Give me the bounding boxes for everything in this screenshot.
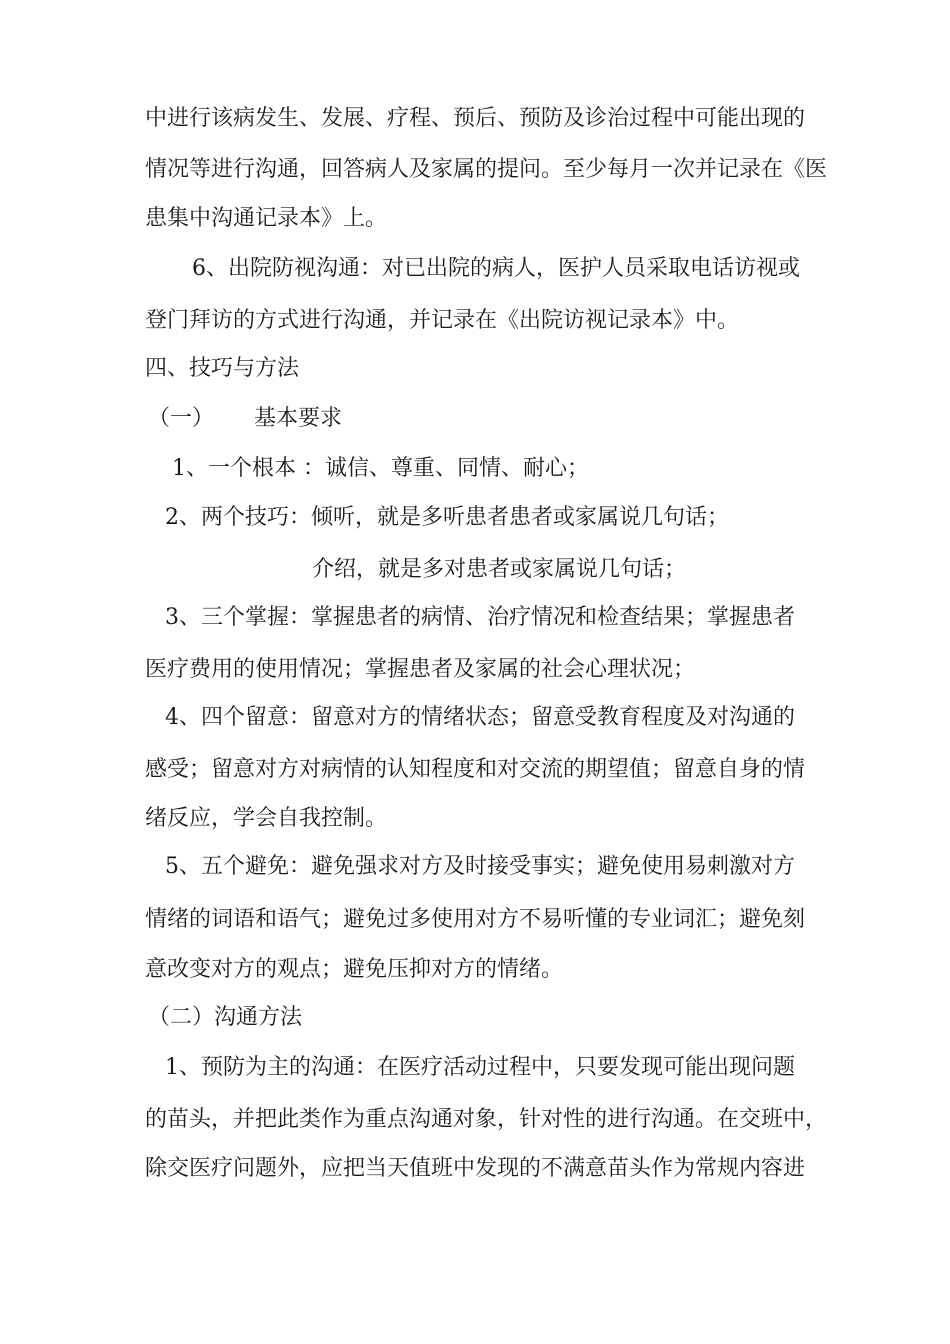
paragraph-line: 医疗费用的使用情况；掌握患者及家属的社会心理状况； bbox=[145, 657, 696, 682]
subsection-heading: （二）沟通方法 bbox=[148, 1005, 303, 1030]
paragraph-line: 中进行该病发生、发展、疗程、预后、预防及诊治过程中可能出现的 bbox=[145, 106, 806, 131]
list-item: 3、三个掌握：掌握患者的病情、治疗情况和检查结果；掌握患者 bbox=[165, 605, 795, 630]
list-item: 4、四个留意：留意对方的情绪状态；留意受教育程度及对沟通的 bbox=[165, 705, 795, 730]
paragraph-line: 绪反应，学会自我控制。 bbox=[145, 806, 388, 831]
paragraph-line: 意改变对方的观点；避免压抑对方的情绪。 bbox=[145, 957, 564, 982]
paragraph-line: 情况等进行沟通，回答病人及家属的提问。至少每月一次并记录在《医 bbox=[145, 157, 828, 182]
subsection-title: 基本要求 bbox=[254, 406, 343, 431]
subsection-heading bbox=[148, 404, 828, 434]
paragraph-line: 感受；留意对方对病情的认知程度和对交流的期望值；留意自身的情 bbox=[145, 757, 806, 782]
list-item: 2、两个技巧：倾听，就是多听患者患者或家属说几句话； bbox=[165, 505, 729, 530]
paragraph-line: 的苗头，并把此类作为重点沟通对象，针对性的进行沟通。在交班中， bbox=[145, 1107, 828, 1132]
list-item: 1、一个根本 ：诚信、尊重、同情、耐心； bbox=[172, 456, 589, 481]
paragraph-line: 登门拜访的方式进行沟通，并记录在《出院访视记录本》中。 bbox=[145, 308, 740, 333]
list-item-continuation: 介绍，就是多对患者或家属说几句话； bbox=[312, 557, 687, 582]
paragraph-line: 患集中沟通记录本》上。 bbox=[145, 206, 388, 231]
list-item: 1、预防为主的沟通：在医疗活动过程中，只要发现可能出现问题 bbox=[165, 1055, 795, 1080]
list-item: 5、五个避免：避免强求对方及时接受事实；避免使用易刺激对方 bbox=[165, 854, 795, 879]
paragraph-line: 情绪的词语和语气；避免过多使用对方不易听懂的专业词汇；避免刻 bbox=[145, 907, 806, 932]
paragraph-line: 除交医疗问题外，应把当天值班中发现的不满意苗头作为常规内容进 bbox=[145, 1156, 806, 1181]
section-heading: 四、技巧与方法 bbox=[145, 356, 300, 381]
subsection-number: （一） bbox=[148, 406, 215, 431]
paragraph-line: 6、出院防视沟通：对已出院的病人，医护人员采取电话访视或 bbox=[192, 256, 800, 281]
